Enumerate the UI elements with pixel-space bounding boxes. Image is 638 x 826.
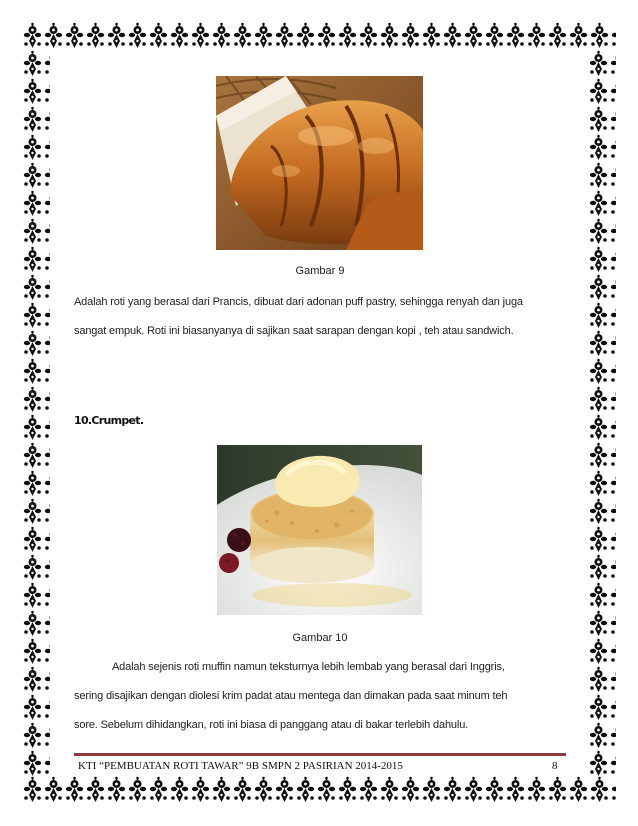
footer-divider (74, 753, 566, 756)
text-line: sering disajikan dengan diolesi krim padat atau mentega dan dimakan pada saat minum teh (74, 690, 508, 702)
decorative-border-left (22, 50, 50, 776)
text-line: Adalah sejenis roti muffin namun teksturnya lebih lembab yang berasal dari Inggris, (112, 661, 505, 673)
croissant-photo (216, 76, 423, 250)
text-line: Adalah roti yang berasal dari Prancis, dibuat dari adonan puff pastry, sehingga renyah dan juga (74, 296, 523, 308)
decorative-border-right (588, 50, 616, 776)
footer-text: KTI “PEMBUATAN ROTI TAWAR” 9B SMPN 2 PASIRIAN 2014-2015 (78, 760, 403, 772)
crumpet-photo (217, 445, 422, 615)
decorative-border-bottom (22, 776, 616, 804)
page-number: 8 (552, 760, 558, 772)
decorative-border-top (22, 22, 616, 50)
crumpet-description (74, 653, 574, 740)
figure-caption-10: Gambar 10 (292, 632, 348, 644)
croissant-description (74, 288, 574, 346)
figure-caption-9: Gambar 9 (295, 265, 345, 277)
section-heading-crumpet: 10.Crumpet. (74, 414, 144, 427)
text-line: sangat empuk. Roti ini biasanyanya di sajikan saat sarapan dengan kopi , teh atau sandwich. (74, 325, 514, 337)
text-line: sore. Sebelum dihidangkan, roti ini biasa di panggang atau di bakar terlebih dahulu. (74, 719, 469, 731)
